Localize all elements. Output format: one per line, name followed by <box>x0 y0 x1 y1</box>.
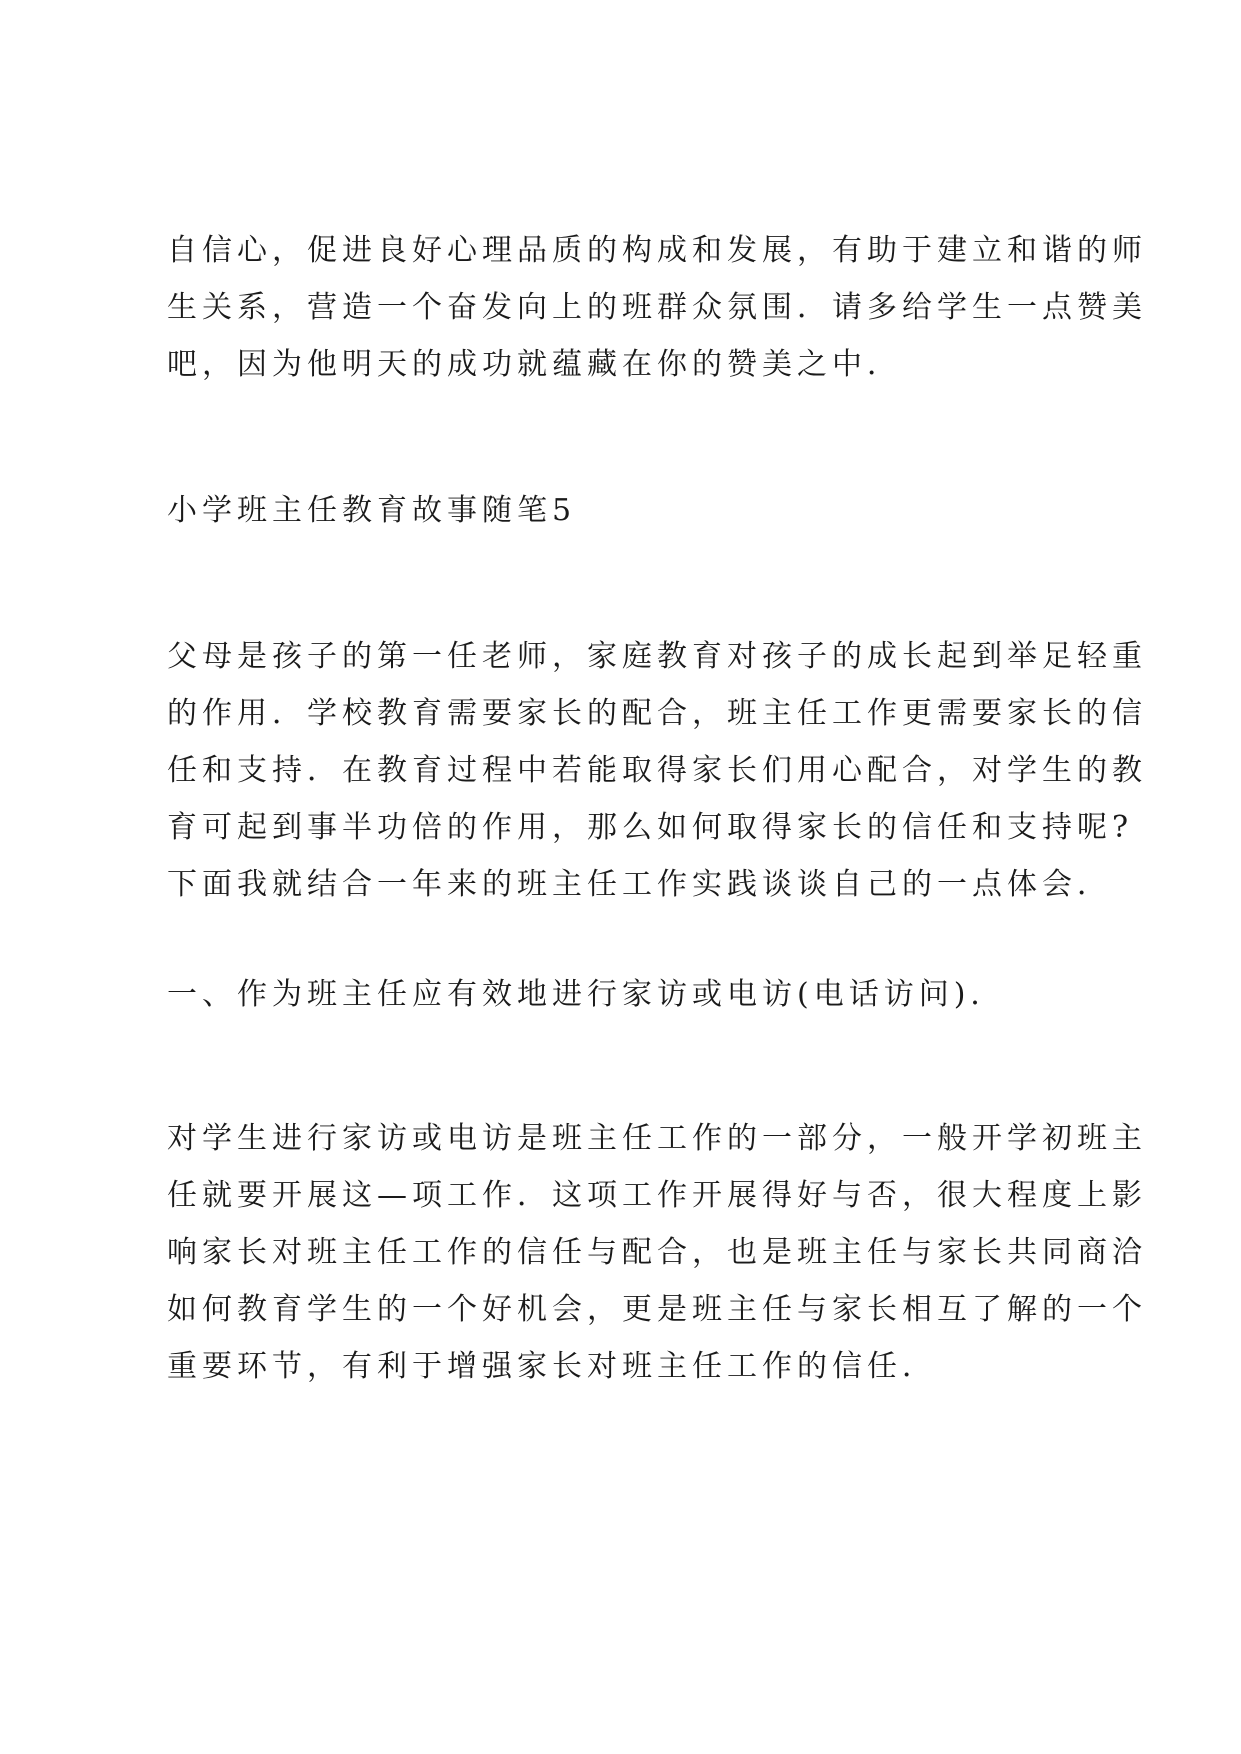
paragraph-line: 对学生进行家访或电访是班主任工作的一部分，一般开学初班主 <box>167 1121 1147 1156</box>
paragraph-line: 生关系，营造一个奋发向上的班群众氛围．请多给学生一点赞美 <box>167 290 1147 325</box>
paragraph-parents-intro <box>167 628 1147 913</box>
paragraph-home-visits <box>167 1110 1147 1395</box>
paragraph-line: 响家长对班主任工作的信任与配合，也是班主任与家长共同商洽 <box>167 1235 1147 1270</box>
heading-text: 小学班主任教育故事随笔5 <box>167 493 577 528</box>
paragraph-line: 自信心，促进良好心理品质的构成和发展，有助于建立和谐的师 <box>167 233 1147 268</box>
paragraph-line: 父母是孩子的第一任老师，家庭教育对孩子的成长起到举足轻重 <box>167 639 1147 674</box>
paragraph-line: 任就要开展这—项工作．这项工作开展得好与否，很大程度上影 <box>167 1178 1147 1213</box>
paragraph-line: 重要环节，有利于增强家长对班主任工作的信任． <box>167 1349 937 1384</box>
paragraph-line: 的作用．学校教育需要家长的配合，班主任工作更需要家长的信 <box>167 696 1147 731</box>
heading-story-5 <box>167 482 1097 539</box>
paragraph-line: 下面我就结合一年来的班主任工作实践谈谈自己的一点体会． <box>167 867 1112 902</box>
heading-section-1 <box>167 966 1097 1023</box>
paragraph-line: 吧，因为他明天的成功就蕴藏在你的赞美之中． <box>167 347 902 382</box>
paragraph-line: 如何教育学生的一个好机会，更是班主任与家长相互了解的一个 <box>167 1292 1147 1327</box>
paragraph-praise-conclusion <box>167 222 1147 393</box>
heading-text: 一、作为班主任应有效地进行家访或电访(电话访问)． <box>167 977 1006 1012</box>
paragraph-line: 任和支持．在教育过程中若能取得家长们用心配合，对学生的教 <box>167 753 1147 788</box>
paragraph-line: 育可起到事半功倍的作用，那么如何取得家长的信任和支持呢? <box>167 810 1134 845</box>
